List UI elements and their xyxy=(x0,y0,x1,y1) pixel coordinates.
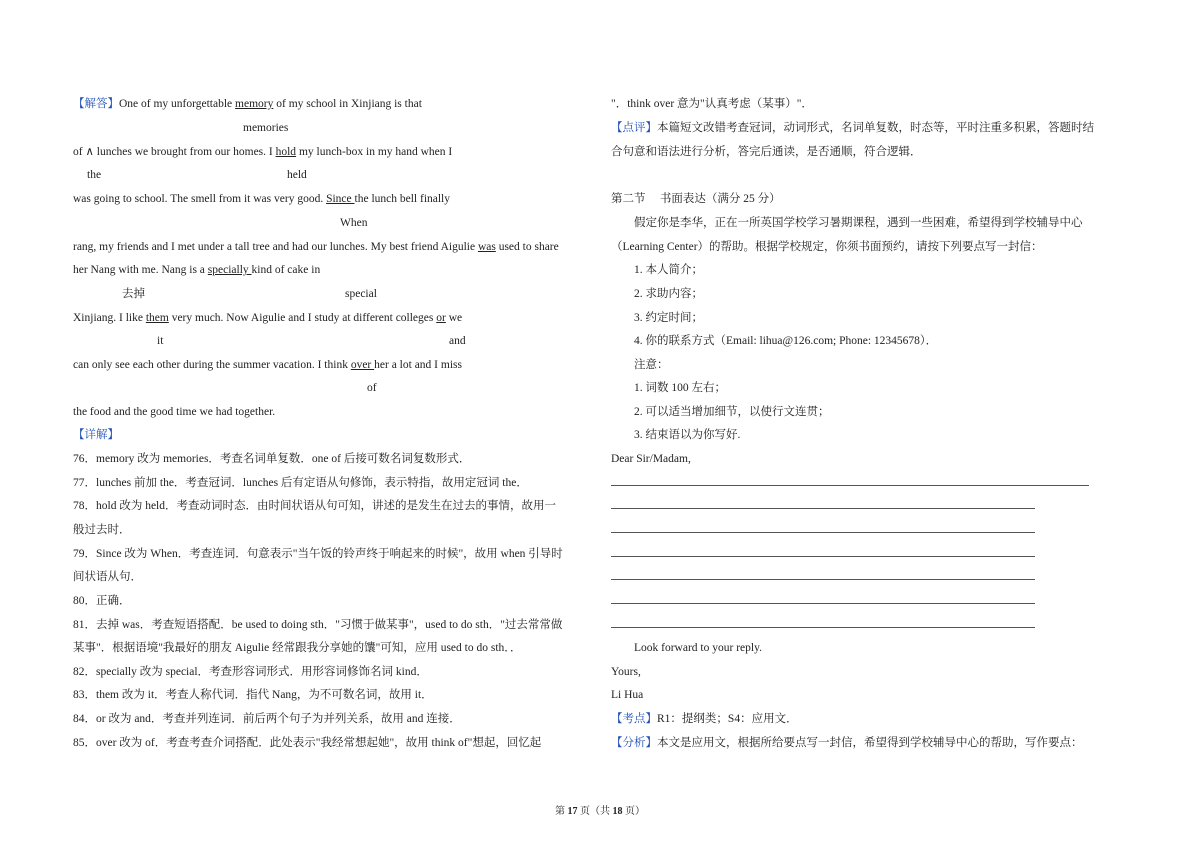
detail-line: 85．over 改为 of．考查考查介词搭配．此处表示"我经常想起她"，故用 think of"想起，回忆起 xyxy=(73,737,542,749)
detail-line: 般过去时． xyxy=(73,524,131,536)
correction: memories xyxy=(243,122,289,134)
error-word: or xyxy=(436,312,446,324)
answer-tag: 【解答】 xyxy=(73,98,119,110)
error-word: specially xyxy=(207,264,252,276)
signature-name: Li Hua xyxy=(611,689,644,701)
detail-line: 82．specially 改为 special．考查形容词形式．用形容词修饰名词 kind． xyxy=(73,666,428,678)
detail-line: 某事"．根据语境"我最好的朋友 Aigulie 经常跟我分享她的馕"可知，应用 used to do sth．． xyxy=(73,642,522,654)
answer-line-7: can only see each other during the summer vacation. I think over her a lot and I miss xyxy=(73,359,462,371)
detail-tag: 【详解】 xyxy=(73,429,119,441)
detail-line: 84．or 改为 and．考查并列连词．前后两个句子为并列关系，故用 and 连接． xyxy=(73,713,461,725)
detail-line: 81．去掉 was．考查短语搭配．be used to doing sth．"习惯于做某事"，used to do sth．"过去常常做 xyxy=(73,619,563,631)
continued-line: "．think over 意为"认真考虑（某事）"． xyxy=(611,98,813,110)
fenxi-tag: 【分析】 xyxy=(611,737,657,749)
error-word: over xyxy=(350,359,375,371)
detail-line: 78．hold 改为 held．考查动词时态．由时间状语从句可知，讲述的是发生在过去的事情，故用一 xyxy=(73,500,556,512)
answer-line-3: was going to school. The smell from it was very good. Since the lunch bell finally xyxy=(73,193,451,205)
error-word: hold xyxy=(275,146,297,158)
point-item: 4. 你的联系方式（Email: lihua@126.com; Phone: 12345678）． xyxy=(634,335,938,347)
kaodian-line: 【考点】R1：提纲类；S4：应用文． xyxy=(611,713,798,725)
answer-line-6: Xinjiang. I like them very much. Now Aigulie and I study at different colleges or we xyxy=(73,312,463,324)
kaodian-tag: 【考点】 xyxy=(611,713,657,725)
correction: of xyxy=(367,382,377,394)
comment-line-1: 【点评】本篇短文改错考查冠词，动词形式，名词单复数，时态等，平时注重多积累，答题时结 xyxy=(611,122,1094,134)
correction: held xyxy=(287,169,307,181)
sign-off: Yours, xyxy=(611,666,641,678)
writing-line xyxy=(611,556,1035,557)
writing-line xyxy=(611,532,1035,533)
detail-line: 83．them 改为 it．考查人称代词．指代 Nang，为不可数名词，故用 it． xyxy=(73,689,433,701)
detail-line: 76．memory 改为 memories．考查名词单复数．one of 后接可数名词复数形式． xyxy=(73,453,471,465)
error-word: them xyxy=(145,312,169,324)
page-footer: 第 17 页（共 18 页） xyxy=(555,806,645,817)
detail-line: 间状语从句． xyxy=(73,571,142,583)
correction: and xyxy=(449,335,466,347)
writing-line xyxy=(611,485,1089,486)
fenxi-line: 【分析】本文是应用文，根据所给要点写一封信，希望得到学校辅导中心的帮助，写作要点： xyxy=(611,737,1083,749)
prompt-line-1: 假定你是李华，正在一所英国学校学习暑期课程，遇到一些困难，希望得到学校辅导中心 xyxy=(634,217,1083,229)
note-item: 3. 结束语以为你写好. xyxy=(634,429,741,441)
point-item: 3. 约定时间； xyxy=(634,312,703,324)
point-item: 1. 本人简介； xyxy=(634,264,703,276)
detail-line: 79．Since 改为 When．考查连词．句意表示"当午饭的铃声终于响起来的时候"，故用 when 引导时 xyxy=(73,548,563,560)
correction: special xyxy=(345,288,377,300)
writing-line xyxy=(611,627,1035,628)
correction: the xyxy=(87,169,102,181)
detail-line: 77．lunches 前加 the．考查冠词．lunches 后有定语从句修饰，表示特指，故用定冠词 the． xyxy=(73,477,528,489)
answer-line-4: rang, my friends and I met under a tall tree and had our lunches. My best friend Aigulie was used to share xyxy=(73,241,559,253)
error-word: Since xyxy=(326,193,355,205)
prompt-line-2: （Learning Center）的帮助。根据学校规定，你须书面预约，请按下列要点写一封信： xyxy=(611,241,1043,253)
comment-tag: 【点评】 xyxy=(611,122,657,134)
writing-line xyxy=(611,508,1035,509)
answer-line-1: 【解答】One of my unforgettable memory of my school in Xinjiang is that xyxy=(73,98,422,110)
answer-line-2: of ∧ lunches we brought from our homes. I hold my lunch-box in my hand when I xyxy=(73,146,453,158)
writing-line xyxy=(611,603,1035,604)
note-item: 1. 词数 100 左右； xyxy=(634,382,726,394)
note-item: 2. 可以适当增加细节，以使行文连贯； xyxy=(634,406,830,418)
answer-line-5: her Nang with me. Nang is a specially kind of cake in xyxy=(73,264,321,276)
salutation: Dear Sir/Madam, xyxy=(611,453,691,465)
correction: 去掉 xyxy=(122,288,145,300)
comment-line-2: 合句意和语法进行分析，答完后通读，是否通顺，符合逻辑． xyxy=(611,146,922,158)
detail-line: 80．正确． xyxy=(73,595,131,607)
answer-line-8: the food and the good time we had together. xyxy=(73,406,276,418)
writing-line xyxy=(611,579,1035,580)
point-item: 2. 求助内容； xyxy=(634,288,703,300)
section-heading: 第二节 书面表达（满分 25 分） xyxy=(611,193,781,205)
correction: it xyxy=(157,335,164,347)
error-word: memory xyxy=(235,98,274,110)
page-total: 18 xyxy=(612,806,623,817)
note-heading: 注意： xyxy=(634,359,669,371)
page-number: 17 xyxy=(567,806,578,817)
closing-line: Look forward to your reply. xyxy=(634,642,762,654)
correction: When xyxy=(340,217,368,229)
error-word: was xyxy=(477,241,496,253)
